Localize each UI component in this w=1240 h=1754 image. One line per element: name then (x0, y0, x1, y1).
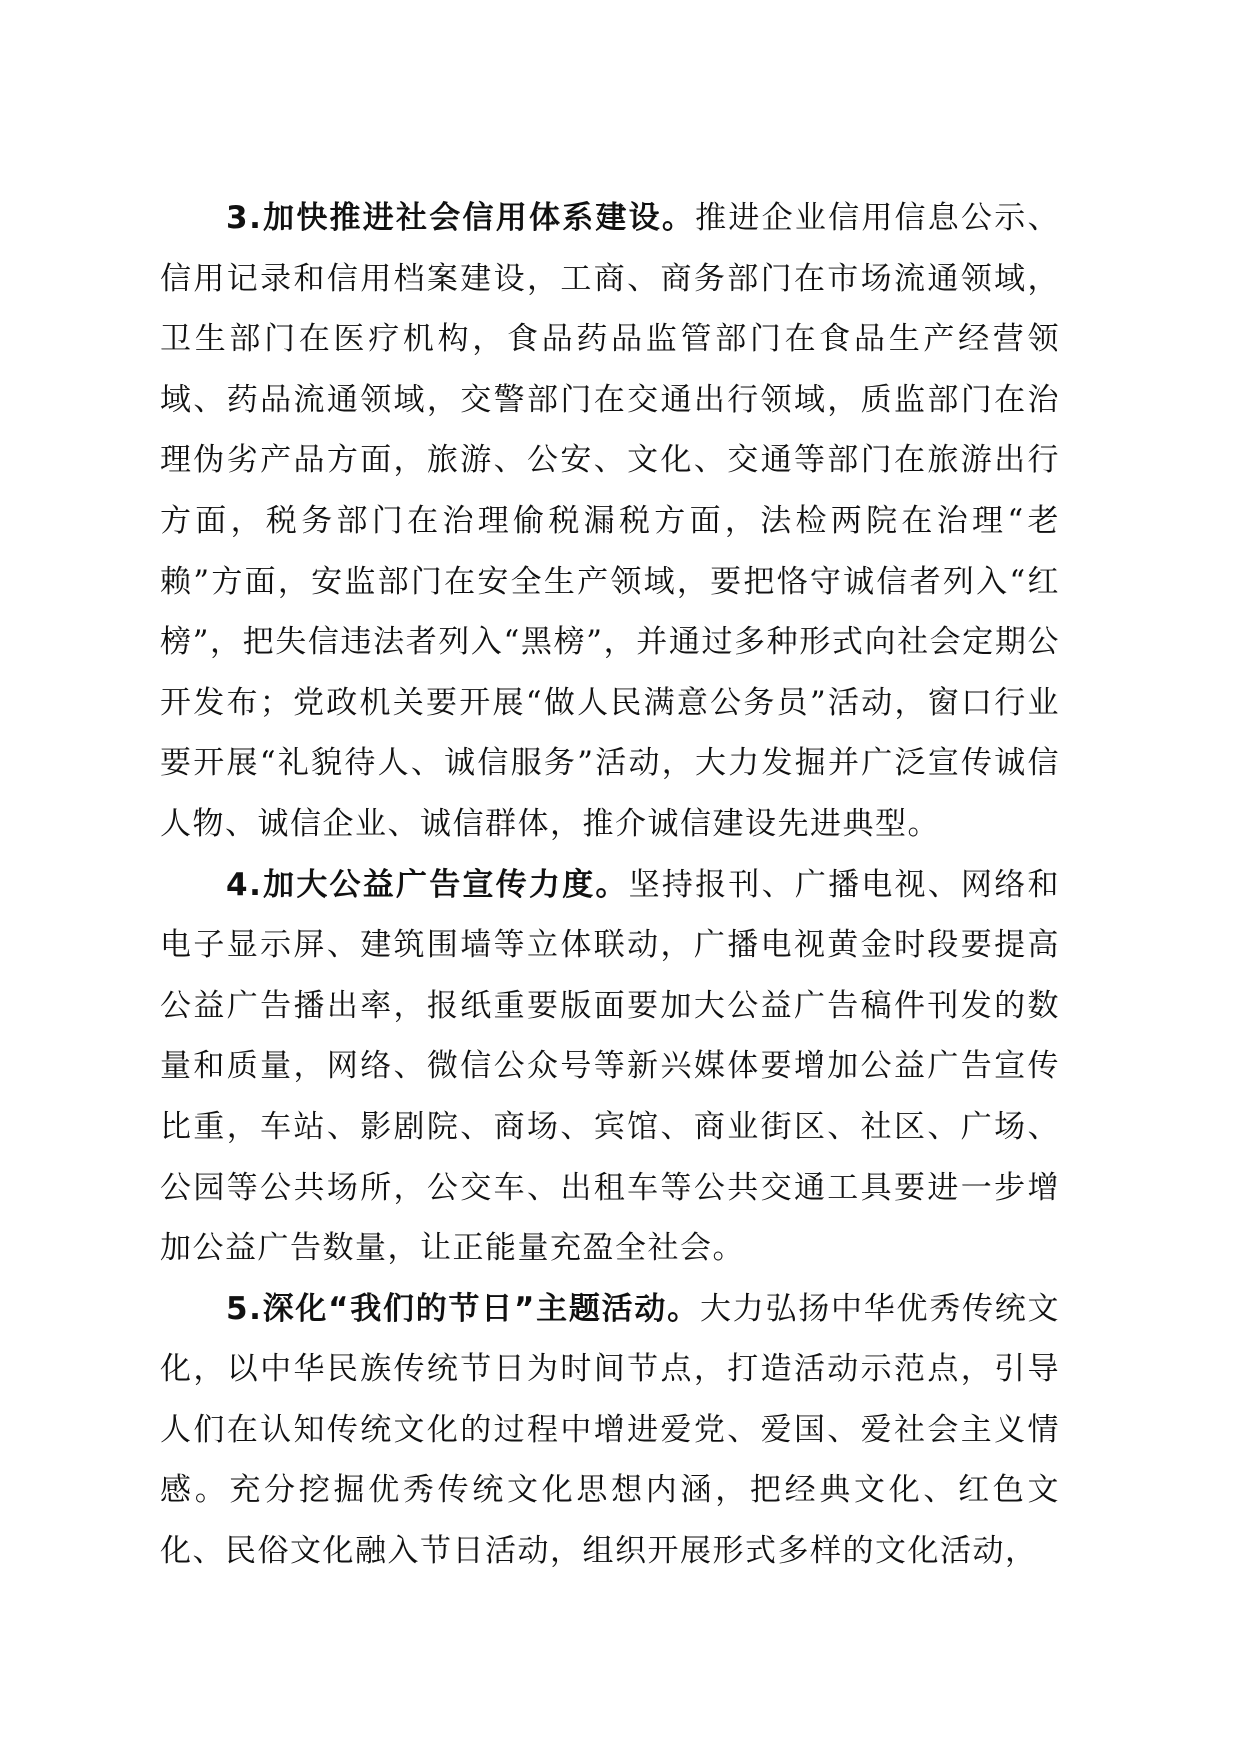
section-heading-4: 4.加大公益广告宣传力度。 (226, 866, 629, 903)
paragraph-public-ads (160, 855, 1060, 1279)
section-body-5: 大力弘扬中华优秀传统文化，以中华民族传统节日为时间节点，打造活动示范点，引导人们在认知传统文化的过程中增进爱党、爱国、爱社会主义情感。充分挖掘优秀传统文化思想内涵，把经典文化、红色文化、民俗文化融入节日活动，组织开展形式多样的文化活动， (160, 1290, 1060, 1570)
section-body-4: 坚持报刊、广播电视、网络和电子显示屏、建筑围墙等立体联动，广播电视黄金时段要提高公益广告播出率，报纸重要版面要加大公益广告稿件刊发的数量和质量，网络、微信公众号等新兴媒体要增加公益广告宣传比重，车站、影剧院、商场、宾馆、商业街区、社区、广场、公园等公共场所，公交车、出租车等公共交通工具要进一步增加公益广告数量，让正能量充盈全社会。 (160, 866, 1060, 1267)
paragraph-our-festivals (160, 1279, 1060, 1582)
section-heading-3: 3.加快推进社会信用体系建设。 (226, 200, 696, 236)
document-page (160, 188, 1060, 1582)
section-heading-5: 5.深化“我们的节日”主题活动。 (226, 1290, 700, 1327)
section-body-3: 推进企业信用信息公示、信用记录和信用档案建设，工商、商务部门在市场流通领域，卫生部门在医疗机构，食品药品监管部门在食品生产经营领域、药品流通领域，交警部门在交通出行领域，质监部门在治理伪劣产品方面，旅游、公安、文化、交通等部门在旅游出行方面，税务部门在治理偷税漏税方面，法检两院在治理“老赖”方面，安监部门在安全生产领域，要把恪守诚信者列入“红榜”，把失信违法者列入“黑榜”，并通过多种形式向社会定期公开发布；党政机关要开展“做人民满意公务员”活动，窗口行业要开展“礼貌待人、诚信服务”活动，大力发掘并广泛宣传诚信人物、诚信企业、诚信群体，推介诚信建设先进典型。 (160, 200, 1060, 842)
paragraph-credit-system (160, 188, 1060, 855)
